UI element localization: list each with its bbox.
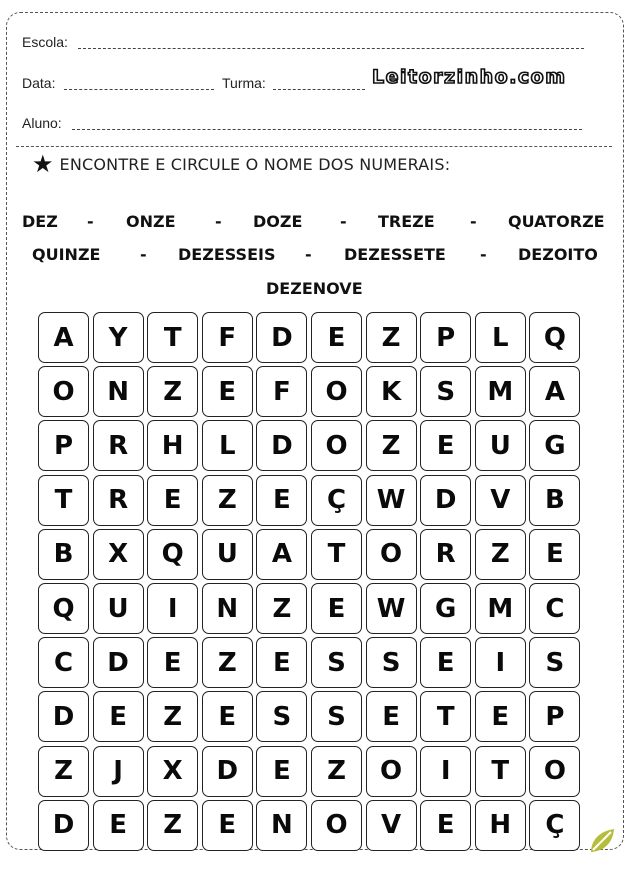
grid-cell[interactable]: T — [475, 746, 526, 797]
grid-cell[interactable]: L — [475, 312, 526, 363]
grid-cell[interactable]: E — [420, 637, 471, 688]
grid-cell[interactable]: R — [93, 475, 144, 526]
grid-cell[interactable]: E — [366, 691, 417, 742]
grid-cell[interactable]: N — [93, 366, 144, 417]
word-dezessete: DEZESSETE — [344, 245, 446, 264]
grid-cell[interactable]: Z — [38, 746, 89, 797]
grid-cell[interactable]: T — [311, 529, 362, 580]
grid-cell[interactable]: E — [475, 691, 526, 742]
word-dez: DEZ — [22, 212, 58, 231]
leaf-icon — [588, 826, 616, 854]
grid-cell[interactable]: E — [93, 691, 144, 742]
escola-label: Escola: — [22, 34, 68, 50]
grid-cell[interactable]: X — [93, 529, 144, 580]
escola-field[interactable] — [78, 48, 584, 49]
grid-cell[interactable]: W — [366, 583, 417, 634]
grid-cell[interactable]: S — [420, 366, 471, 417]
grid-cell[interactable]: D — [93, 637, 144, 688]
grid-cell[interactable]: A — [256, 529, 307, 580]
grid-cell[interactable]: E — [202, 366, 253, 417]
turma-label: Turma: — [222, 75, 266, 91]
aluno-label: Aluno: — [22, 115, 62, 131]
grid-cell[interactable]: Ç — [529, 800, 580, 851]
word-separator: - — [340, 212, 347, 231]
grid-cell[interactable]: M — [475, 583, 526, 634]
grid-cell[interactable]: F — [202, 312, 253, 363]
instruction-text: ENCONTRE E CIRCULE O NOME DOS NUMERAIS: — [59, 154, 451, 174]
aluno-field[interactable] — [72, 129, 582, 130]
grid-cell[interactable]: Z — [366, 312, 417, 363]
grid-cell[interactable]: G — [529, 420, 580, 471]
word-separator: - — [215, 212, 222, 231]
grid-cell[interactable]: Ç — [311, 475, 362, 526]
grid-cell[interactable]: V — [366, 800, 417, 851]
grid-cell[interactable]: D — [38, 691, 89, 742]
grid-cell[interactable]: N — [256, 800, 307, 851]
grid-cell[interactable]: Z — [147, 800, 198, 851]
grid-cell[interactable]: E — [202, 800, 253, 851]
grid-cell[interactable]: J — [93, 746, 144, 797]
grid-cell[interactable]: S — [311, 691, 362, 742]
grid-cell[interactable]: B — [529, 475, 580, 526]
grid-cell[interactable]: Q — [38, 583, 89, 634]
turma-field[interactable] — [273, 89, 365, 90]
grid-cell[interactable]: U — [202, 529, 253, 580]
grid-cell[interactable]: L — [202, 420, 253, 471]
grid-cell[interactable]: Z — [147, 366, 198, 417]
grid-cell[interactable]: S — [256, 691, 307, 742]
grid-cell[interactable]: R — [93, 420, 144, 471]
data-label: Data: — [22, 75, 56, 91]
grid-cell[interactable]: O — [529, 746, 580, 797]
grid-cell[interactable]: C — [38, 637, 89, 688]
word-dezesseis: DEZESSEIS — [178, 245, 276, 264]
grid-cell[interactable]: I — [475, 637, 526, 688]
grid-cell[interactable]: E — [420, 420, 471, 471]
grid-cell[interactable]: Z — [311, 746, 362, 797]
grid-cell[interactable]: E — [256, 475, 307, 526]
grid-cell[interactable]: S — [366, 637, 417, 688]
grid-cell[interactable]: Z — [475, 529, 526, 580]
grid-cell[interactable]: U — [93, 583, 144, 634]
grid-cell[interactable]: E — [311, 583, 362, 634]
grid-cell[interactable]: T — [38, 475, 89, 526]
grid-cell[interactable]: E — [202, 691, 253, 742]
grid-cell[interactable]: O — [311, 800, 362, 851]
grid-cell[interactable]: T — [147, 312, 198, 363]
grid-cell[interactable]: D — [256, 312, 307, 363]
word-dezenove: DEZENOVE — [266, 279, 363, 298]
grid-cell[interactable]: Q — [147, 529, 198, 580]
grid-cell[interactable]: D — [420, 475, 471, 526]
grid-cell[interactable]: D — [38, 800, 89, 851]
grid-cell[interactable]: Z — [256, 583, 307, 634]
grid-cell[interactable]: Z — [147, 691, 198, 742]
grid-cell[interactable]: F — [256, 366, 307, 417]
grid-cell[interactable]: E — [420, 800, 471, 851]
word-separator: - — [305, 245, 312, 264]
grid-cell[interactable]: S — [311, 637, 362, 688]
grid-cell[interactable]: P — [38, 420, 89, 471]
grid-cell[interactable]: Z — [366, 420, 417, 471]
grid-cell[interactable]: E — [256, 637, 307, 688]
word-separator: - — [470, 212, 477, 231]
grid-cell[interactable]: E — [256, 746, 307, 797]
instruction-row — [32, 152, 450, 176]
grid-cell[interactable]: O — [366, 529, 417, 580]
grid-cell[interactable]: O — [311, 420, 362, 471]
grid-cell[interactable]: O — [311, 366, 362, 417]
grid-cell[interactable]: X — [147, 746, 198, 797]
grid-cell[interactable]: A — [529, 366, 580, 417]
grid-cell[interactable]: K — [366, 366, 417, 417]
header-divider — [16, 146, 612, 147]
grid-cell[interactable]: B — [38, 529, 89, 580]
grid-cell[interactable]: C — [529, 583, 580, 634]
grid-cell[interactable]: G — [420, 583, 471, 634]
word-doze: DOZE — [253, 212, 303, 231]
grid-cell[interactable]: N — [202, 583, 253, 634]
grid-cell[interactable]: E — [147, 475, 198, 526]
word-separator: - — [140, 245, 147, 264]
grid-cell[interactable]: D — [202, 746, 253, 797]
grid-cell[interactable]: Y — [93, 312, 144, 363]
grid-cell[interactable]: P — [529, 691, 580, 742]
grid-cell[interactable]: A — [38, 312, 89, 363]
grid-cell[interactable]: M — [475, 366, 526, 417]
grid-cell[interactable]: V — [475, 475, 526, 526]
grid-cell[interactable]: O — [38, 366, 89, 417]
grid-cell[interactable]: R — [420, 529, 471, 580]
star-icon: ★ — [32, 150, 54, 178]
grid-cell[interactable]: I — [420, 746, 471, 797]
brand-logo: Leitorzinho.com — [372, 66, 567, 88]
grid-cell[interactable]: U — [475, 420, 526, 471]
grid-cell[interactable]: I — [147, 583, 198, 634]
grid-cell[interactable]: E — [529, 529, 580, 580]
grid-cell[interactable]: H — [147, 420, 198, 471]
data-field[interactable] — [64, 89, 214, 90]
grid-cell[interactable]: S — [529, 637, 580, 688]
grid-cell[interactable]: W — [366, 475, 417, 526]
word-separator: - — [480, 245, 487, 264]
grid-cell[interactable]: Z — [202, 637, 253, 688]
grid-cell[interactable]: E — [311, 312, 362, 363]
word-treze: TREZE — [378, 212, 435, 231]
grid-cell[interactable]: P — [420, 312, 471, 363]
word-separator: - — [87, 212, 94, 231]
word-dezoito: DEZOITO — [518, 245, 598, 264]
grid-cell[interactable]: T — [420, 691, 471, 742]
word-quatorze: QUATORZE — [508, 212, 605, 231]
grid-cell[interactable]: E — [147, 637, 198, 688]
grid-cell[interactable]: Q — [529, 312, 580, 363]
word-onze: ONZE — [126, 212, 176, 231]
grid-cell[interactable]: D — [256, 420, 307, 471]
grid-cell[interactable]: O — [366, 746, 417, 797]
word-quinze: QUINZE — [32, 245, 101, 264]
grid-cell[interactable]: E — [93, 800, 144, 851]
grid-cell[interactable]: H — [475, 800, 526, 851]
grid-cell[interactable]: Z — [202, 475, 253, 526]
